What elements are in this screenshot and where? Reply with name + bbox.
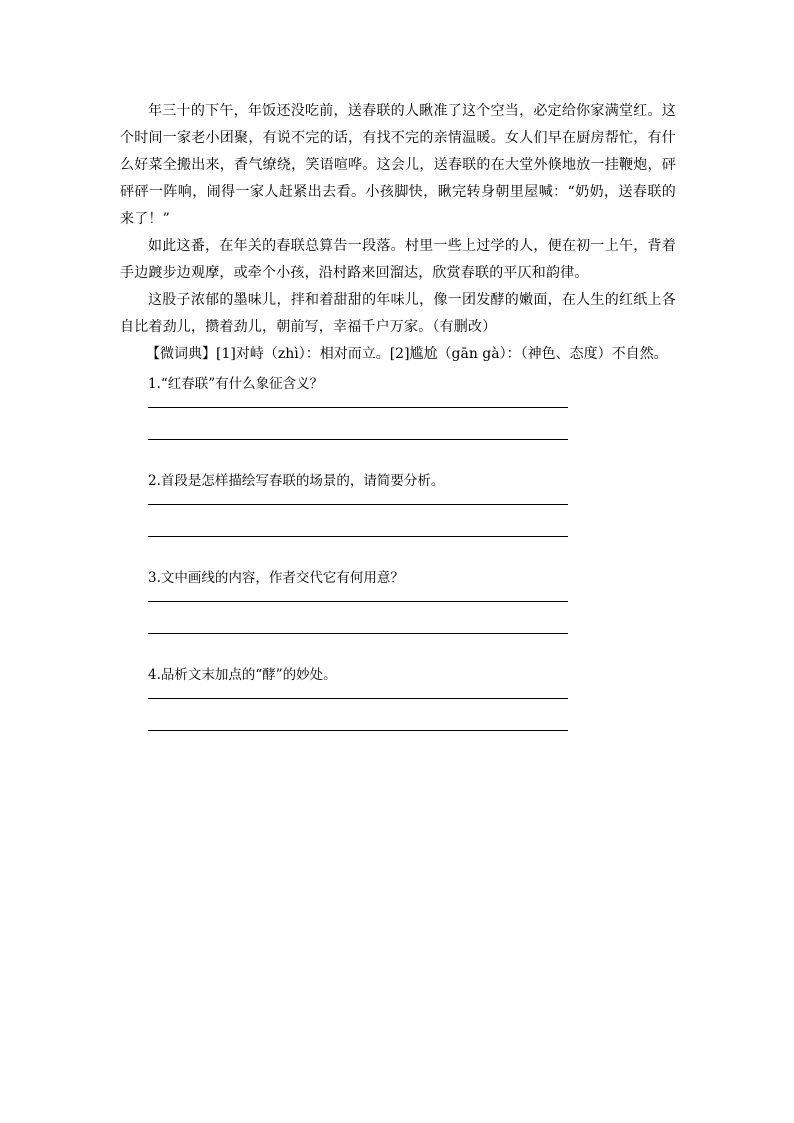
answer-line [148,698,568,699]
question-2-text: 2.首段是怎样描绘写春联的场景的，请简要分析。 [148,473,445,489]
passage-paragraph-2: 如此这番，在年关的春联总算告一段落。村里一些上过学的人，便在初一上午，背着手边踱步边观摩，或牵个小孩，沿村路来回溜达，欣赏春联的平仄和韵律。 [120,238,676,281]
passage-paragraph-3: 这股子浓郁的墨味儿，拌和着甜甜的年味儿，像一团发酵的嫩面，在人生的红纸上各自比着劲儿，攒着劲儿，朝前写，幸福千户万家。（有删改） [120,292,676,335]
answer-line [148,536,568,537]
question-1-answer-area[interactable] [148,407,676,440]
question-4-text: 4.品析文末加点的“酵”的妙处。 [148,667,337,683]
answer-line [148,504,568,505]
reading-passage [120,98,676,762]
question-3 [148,568,676,634]
question-2-answer-area[interactable] [148,504,676,537]
question-1 [148,374,676,440]
question-3-answer-area[interactable] [148,601,676,634]
question-3-text: 3.文中画线的内容，作者交代它有何用意？ [148,570,404,586]
answer-line [148,633,568,634]
answer-line [148,730,568,731]
glossary-note: 【微词典】[1]对峙（zhì）：相对而立。[2]尴尬（gān gà）：（神色、态度）不自然。 [146,346,668,362]
passage-paragraph-1: 年三十的下午，年饭还没吃前，送春联的人瞅准了这个空当，必定给你家满堂红。这个时间一家老小团聚，有说不完的话，有找不完的亲情温暖。女人们早在厨房帮忙，有什么好菜全搬出来，香气缭绕，笑语喧哗。这会儿，送春联的在大堂外倏地放一挂鞭炮，砰砰砰一阵响，闹得一家人赶紧出去看。小孩脚快，瞅完转身朝里屋喊：“奶奶，送春联的来了！” [120,103,676,227]
answer-line [148,407,568,408]
question-1-text: 1.“红春联”有什么象征含义？ [148,376,324,392]
answer-line [148,439,568,440]
answer-line [148,601,568,602]
question-4 [148,665,676,731]
question-2 [148,471,676,537]
question-4-answer-area[interactable] [148,698,676,731]
